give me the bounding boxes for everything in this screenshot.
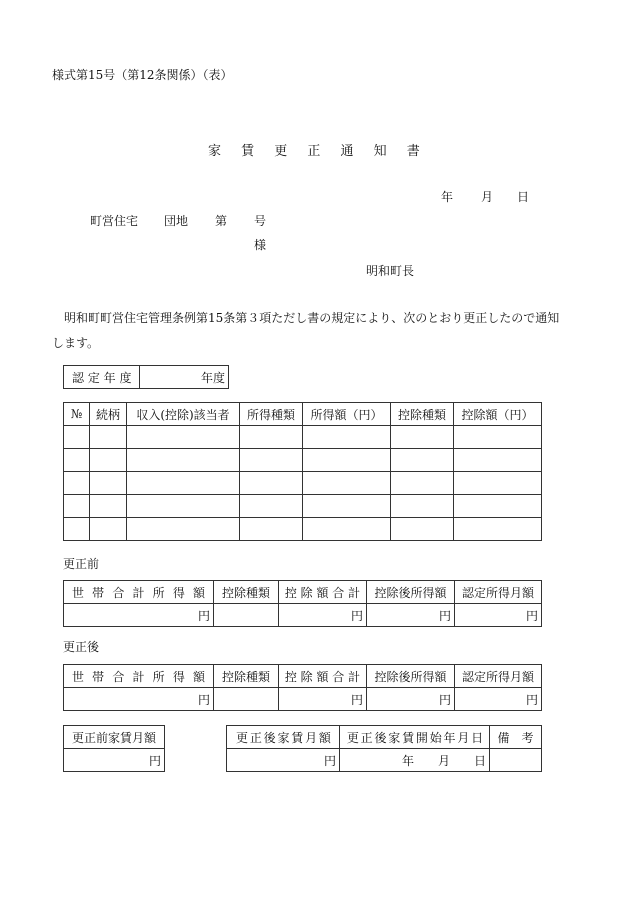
table-row xyxy=(64,518,542,541)
remarks-header: 備 考 xyxy=(490,726,542,749)
cert-year-value: 年度 xyxy=(140,366,229,389)
header-income-amount: 所得額（円） xyxy=(303,403,391,426)
addressee-number: 号 xyxy=(254,214,267,228)
rent-before-header: 更正前家賃月額 xyxy=(64,726,165,749)
date-year-label: 年 xyxy=(441,190,454,204)
before-header-total: 世 帯 合 計 所 得 額 xyxy=(64,581,214,604)
before-value-total: 円 xyxy=(64,604,214,627)
rent-start-date-value: 年 月 日 xyxy=(340,749,490,772)
cert-year-table xyxy=(63,365,229,389)
header-person: 収入(控除)該当者 xyxy=(127,403,240,426)
remarks-value xyxy=(490,749,542,772)
before-value-after-deduction: 円 xyxy=(367,604,455,627)
cert-year-label: 認 定 年 度 xyxy=(64,366,140,389)
after-header-deduction-total: 控 除 額 合 計 xyxy=(279,665,367,688)
after-header-monthly: 認定所得月額 xyxy=(455,665,542,688)
body-text: 明和町町営住宅管理条例第15条第３項ただし書の規定により、次のとおり更正したので通知します。 xyxy=(52,311,560,350)
before-header-deduction-total: 控 除 額 合 計 xyxy=(279,581,367,604)
before-value-deduction-type xyxy=(214,604,279,627)
after-table xyxy=(63,664,542,711)
rent-after-table xyxy=(226,725,542,772)
rent-after-header: 更 正 後 家 賃 月 額 xyxy=(227,726,340,749)
header-deduction-amount: 控除額（円） xyxy=(454,403,542,426)
after-value-deduction-type xyxy=(214,688,279,711)
before-header-monthly: 認定所得月額 xyxy=(455,581,542,604)
table-row xyxy=(64,449,542,472)
table-row xyxy=(64,472,542,495)
rent-start-date-header: 更 正 後 家 賃 開 始 年 月 日 xyxy=(340,726,490,749)
form-label: 様式第15号（第12条関係）（表） xyxy=(52,68,233,82)
after-header-after-deduction: 控除後所得額 xyxy=(367,665,455,688)
after-value-total: 円 xyxy=(64,688,214,711)
after-value-after-deduction: 円 xyxy=(367,688,455,711)
before-value-monthly: 円 xyxy=(455,604,542,627)
rent-before-table xyxy=(63,725,165,772)
table-row xyxy=(64,495,542,518)
header-no: № xyxy=(64,403,90,426)
after-header-total: 世 帯 合 計 所 得 額 xyxy=(64,665,214,688)
addressee-no: 第 xyxy=(215,214,228,228)
table-row xyxy=(64,426,542,449)
rent-before-value: 円 xyxy=(64,749,165,772)
before-section-label: 更正前 xyxy=(63,557,100,571)
rent-after-value: 円 xyxy=(227,749,340,772)
addressee-complex: 団地 xyxy=(164,214,189,228)
header-income-type: 所得種類 xyxy=(240,403,303,426)
after-header-deduction-type: 控除種類 xyxy=(214,665,279,688)
addressee-housing: 町営住宅 xyxy=(90,214,139,228)
document-title: 家 賃 更 正 通 知 書 xyxy=(208,144,428,159)
header-relation: 続柄 xyxy=(90,403,127,426)
after-section-label: 更正後 xyxy=(63,640,100,654)
header-deduction-type: 控除種類 xyxy=(391,403,454,426)
sender-mayor: 明和町長 xyxy=(366,264,415,278)
members-table xyxy=(63,402,542,541)
date-day-label: 日 xyxy=(517,190,530,204)
after-value-deduction-total: 円 xyxy=(279,688,367,711)
before-value-deduction-total: 円 xyxy=(279,604,367,627)
before-header-after-deduction: 控除後所得額 xyxy=(367,581,455,604)
date-month-label: 月 xyxy=(481,190,494,204)
addressee-honorific: 様 xyxy=(254,238,267,252)
before-table xyxy=(63,580,542,627)
before-header-deduction-type: 控除種類 xyxy=(214,581,279,604)
after-value-monthly: 円 xyxy=(455,688,542,711)
members-header-row xyxy=(64,403,542,426)
